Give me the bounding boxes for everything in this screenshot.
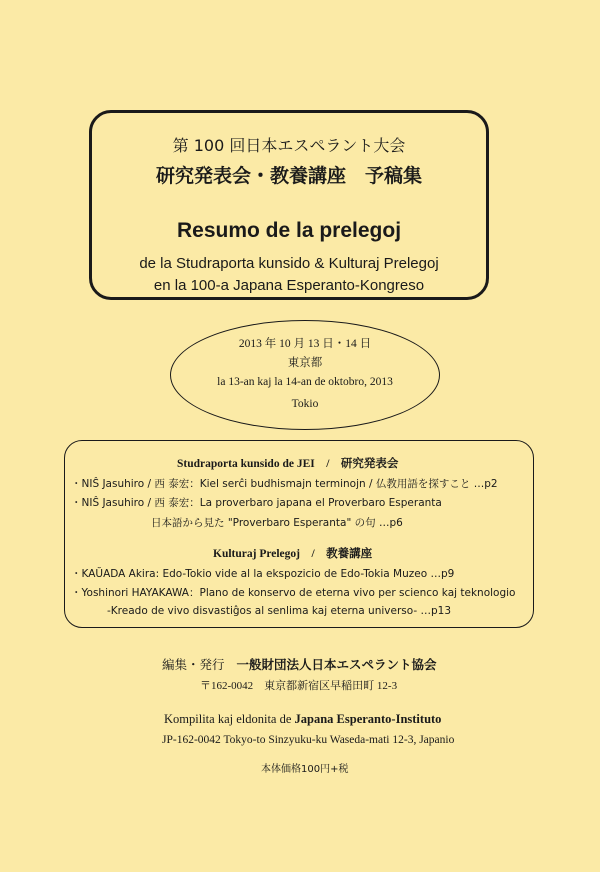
- publisher-line-eo: [164, 712, 441, 727]
- congress-title-ja: 第 100 回日本エスペラント大会: [172, 136, 406, 155]
- publisher-name-ja: 一般財団法人日本エスペラント協会: [236, 657, 437, 672]
- event-place-ja: 東京都: [287, 357, 323, 369]
- main-title: Resumo de la prelegoj: [176, 219, 402, 242]
- collection-title-ja: 研究発表会・教養講座 予稿集: [155, 165, 422, 187]
- contents-item-continued: 日本語から見た "Proverbaro Esperanta" の句 …p6: [151, 517, 403, 529]
- contents-item: ・NIŜ Jasuhiro / 西 泰宏：La proverbaro japana el Proverbaro Esperanta: [71, 497, 442, 509]
- publisher-address-ja: 〒162-0042 東京都新宿区早稲田町 12-3: [200, 680, 398, 692]
- table-of-contents: [64, 440, 534, 628]
- section-heading-studraporta: Studraporta kunsido de JEI / 研究発表会: [177, 458, 399, 470]
- subtitle-line-2: en la 100-a Japana Esperanto-Kongreso: [153, 277, 425, 294]
- price-label: 本体価格100円+税: [261, 764, 349, 775]
- section-heading-kulturaj: Kulturaj Prelegoj / 教養講座: [213, 548, 373, 560]
- publisher-name-eo: Japana Esperanto-Instituto: [294, 712, 442, 726]
- contents-item: ・KAŬADA Akira: Edo-Tokio vide al la ekspozicio de Edo-Tokia Muzeo …p9: [71, 568, 455, 580]
- contents-item: ・Yoshinori HAYAKAWA：Plano de konservo de eterna vivo per scienco kaj teknologio: [71, 587, 516, 599]
- contents-item-continued: -Kreado de vivo disvastiĝos al senlima kaj eterna universo- …p13: [107, 605, 452, 617]
- publisher-label-ja: 編集・発行: [162, 657, 225, 672]
- event-date-ja: 2013 年 10 月 13 日・14 日: [238, 338, 372, 350]
- publisher-line-ja: [162, 655, 436, 673]
- subtitle-line-1: de la Studraporta kunsido & Kulturaj Prelegoj: [139, 255, 439, 272]
- publisher-label-eo: Kompilita kaj eldonita de: [164, 712, 292, 726]
- event-place-eo: Tokio: [291, 398, 319, 410]
- title-box: [89, 110, 489, 300]
- event-date-eo: la 13-an kaj la 14-an de oktobro, 2013: [217, 376, 393, 388]
- event-info-ellipse: [170, 320, 440, 430]
- publisher-address-eo: JP-162-0042 Tokyo-to Sinzyuku-ku Waseda-mati 12-3, Japanio: [162, 734, 455, 746]
- contents-item: ・NIŜ Jasuhiro / 西 泰宏：Kiel serĉi budhismajn terminojn / 仏教用語を探すこと …p2: [71, 478, 498, 490]
